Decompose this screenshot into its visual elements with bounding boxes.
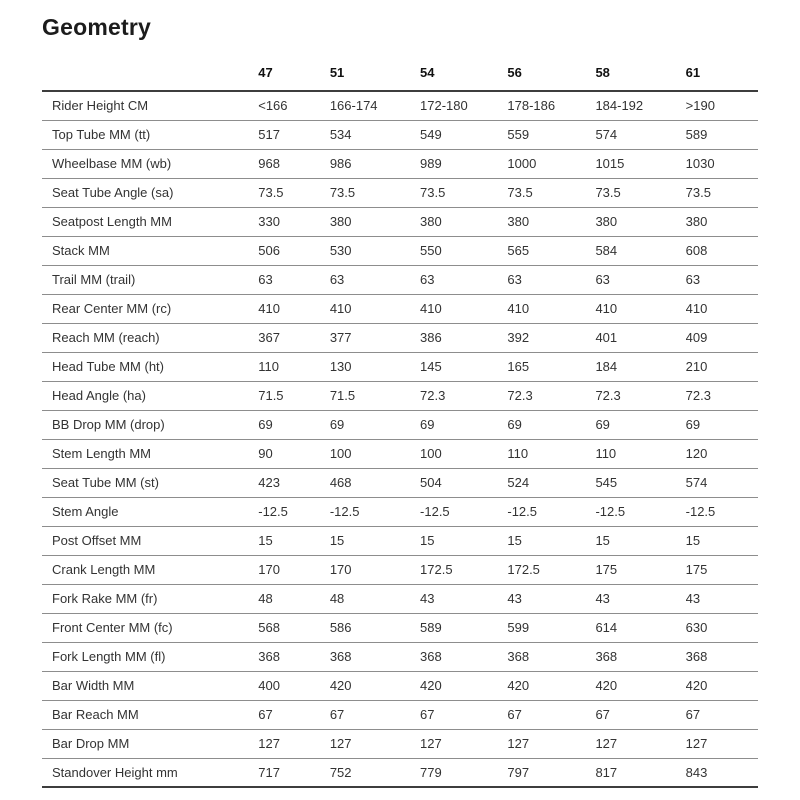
spec-value: 43: [685, 591, 701, 606]
spec-value: 517: [258, 127, 280, 142]
spec-label: Crank Length MM: [52, 562, 156, 577]
spec-label: Bar Width MM: [52, 678, 135, 693]
size-column-header: 51: [329, 65, 345, 80]
spec-value: 127: [685, 736, 708, 751]
spec-value: 420: [329, 678, 352, 693]
spec-value: 90: [258, 446, 273, 461]
spec-row: [42, 149, 758, 178]
spec-value: 377: [329, 330, 352, 345]
size-header-row: [42, 61, 758, 91]
spec-row: [42, 584, 758, 613]
spec-value: 989: [420, 156, 442, 171]
spec-value: -12.5: [595, 504, 626, 519]
spec-value: -12.5: [685, 504, 716, 519]
spec-value: 69: [595, 417, 610, 432]
spec-value: 409: [685, 330, 708, 345]
spec-label: Reach MM (reach): [52, 330, 160, 345]
spec-value: 589: [420, 620, 442, 635]
spec-value: 574: [685, 475, 708, 490]
spec-value: 568: [258, 620, 280, 635]
spec-value: 410: [595, 301, 618, 316]
spec-label: Front Center MM (fc): [52, 620, 173, 635]
spec-value: 120: [685, 446, 708, 461]
spec-value: 127: [595, 736, 618, 751]
spec-value: 368: [685, 649, 708, 664]
spec-value: 63: [685, 272, 701, 287]
spec-value: 423: [258, 475, 280, 490]
spec-value: 71.5: [258, 388, 284, 403]
spec-value: 69: [420, 417, 435, 432]
spec-value: 565: [507, 243, 530, 258]
spec-row: [42, 758, 758, 787]
spec-value: 72.3: [507, 388, 533, 403]
spec-label: Wheelbase MM (wb): [52, 156, 172, 171]
spec-label: Bar Reach MM: [52, 707, 139, 722]
spec-label: Stem Angle: [52, 504, 119, 519]
spec-value: 368: [420, 649, 442, 664]
spec-value: 127: [507, 736, 530, 751]
spec-row: [42, 700, 758, 729]
spec-value: 15: [595, 533, 610, 548]
spec-value: 368: [595, 649, 618, 664]
spec-value: 63: [329, 272, 345, 287]
spec-row: [42, 439, 758, 468]
spec-row: [42, 613, 758, 642]
spec-value: 410: [507, 301, 530, 316]
spec-value: 48: [329, 591, 345, 606]
size-column-header: 61: [685, 65, 701, 80]
spec-row: [42, 323, 758, 352]
spec-value: 110: [595, 446, 617, 461]
spec-value: 172.5: [420, 562, 453, 577]
spec-value: 586: [329, 620, 352, 635]
spec-value: 67: [329, 707, 345, 722]
spec-row: [42, 207, 758, 236]
spec-value: 584: [595, 243, 618, 258]
spec-value: 67: [507, 707, 522, 722]
spec-value: 380: [685, 214, 708, 229]
spec-label: Fork Length MM (fl): [52, 649, 166, 664]
size-column-header: 54: [420, 65, 435, 80]
spec-label: Seat Tube MM (st): [52, 475, 159, 490]
spec-value: 184: [595, 359, 618, 374]
spec-value: 15: [258, 533, 273, 548]
spec-value: 15: [685, 533, 701, 548]
spec-value: 73.5: [507, 185, 533, 200]
spec-value: -12.5: [258, 504, 288, 519]
spec-value: 410: [329, 301, 352, 316]
spec-value: 1015: [595, 156, 625, 171]
spec-value: 530: [329, 243, 352, 258]
spec-row: [42, 381, 758, 410]
spec-value: 779: [420, 764, 442, 780]
spec-value: 210: [685, 359, 708, 374]
spec-value: 401: [595, 330, 618, 345]
spec-value: 73.5: [420, 185, 446, 200]
spec-value: 100: [329, 446, 352, 461]
spec-row: [42, 294, 758, 323]
spec-value: 15: [420, 533, 435, 548]
spec-value: 15: [507, 533, 522, 548]
spec-value: 420: [507, 678, 530, 693]
spec-value: 170: [329, 562, 352, 577]
spec-value: 69: [685, 417, 701, 432]
spec-value: 127: [258, 736, 280, 751]
spec-value: 43: [507, 591, 522, 606]
spec-value: 608: [685, 243, 708, 258]
corner-cell: [42, 61, 258, 91]
spec-value: 130: [329, 359, 352, 374]
spec-label: Rider Height CM: [52, 98, 149, 114]
spec-value: 71.5: [329, 388, 356, 403]
spec-value: 63: [507, 272, 522, 287]
spec-label: Stem Length MM: [52, 446, 151, 461]
size-column-header: 47: [258, 65, 273, 80]
spec-value: -12.5: [329, 504, 360, 519]
spec-value: 524: [507, 475, 530, 490]
spec-value: 380: [595, 214, 618, 229]
spec-row: [42, 497, 758, 526]
spec-value: 48: [258, 591, 273, 606]
spec-value: 73.5: [595, 185, 621, 200]
spec-value: 368: [258, 649, 280, 664]
spec-value: 67: [595, 707, 610, 722]
spec-label: Rear Center MM (rc): [52, 301, 172, 316]
spec-value: 986: [329, 156, 352, 171]
spec-value: 614: [595, 620, 618, 635]
spec-value: 178-186: [507, 98, 556, 114]
spec-value: 127: [420, 736, 442, 751]
spec-value: 184-192: [595, 98, 644, 114]
spec-row: [42, 671, 758, 700]
size-column-header: 56: [507, 65, 522, 80]
spec-label: Bar Drop MM: [52, 736, 130, 751]
spec-value: 72.3: [595, 388, 621, 403]
spec-value: 172-180: [420, 98, 468, 114]
spec-value: 110: [258, 359, 279, 374]
spec-value: 73.5: [258, 185, 284, 200]
spec-value: 67: [685, 707, 701, 722]
spec-value: 410: [685, 301, 708, 316]
spec-value: 752: [329, 764, 352, 780]
spec-value: 506: [258, 243, 280, 258]
spec-value: 330: [258, 214, 280, 229]
spec-label: Head Angle (ha): [52, 388, 146, 403]
spec-value: 63: [258, 272, 273, 287]
spec-value: 175: [595, 562, 618, 577]
spec-value: 504: [420, 475, 442, 490]
spec-value: 410: [258, 301, 280, 316]
spec-value: 392: [507, 330, 530, 345]
geometry-table-body: [42, 91, 758, 787]
spec-value: 380: [329, 214, 352, 229]
spec-value: 468: [329, 475, 352, 490]
spec-value: 145: [420, 359, 442, 374]
spec-value: 380: [420, 214, 442, 229]
spec-value: 15: [329, 533, 345, 548]
spec-value: 175: [685, 562, 708, 577]
spec-value: 73.5: [329, 185, 356, 200]
spec-value: 166-174: [329, 98, 378, 114]
spec-row: [42, 729, 758, 758]
spec-row: [42, 468, 758, 497]
spec-row: [42, 352, 758, 381]
spec-value: 1000: [507, 156, 537, 171]
spec-row: [42, 526, 758, 555]
spec-value: 717: [258, 764, 280, 780]
spec-value: >190: [685, 98, 715, 114]
spec-value: 400: [258, 678, 280, 693]
spec-value: 69: [507, 417, 522, 432]
spec-value: 69: [329, 417, 345, 432]
spec-value: 72.3: [420, 388, 446, 403]
spec-value: 368: [507, 649, 530, 664]
spec-value: <166: [258, 98, 288, 114]
page-title: Geometry: [42, 14, 151, 40]
spec-value: -12.5: [507, 504, 538, 519]
spec-row: [42, 265, 758, 294]
spec-value: 420: [595, 678, 618, 693]
spec-label: Seatpost Length MM: [52, 214, 172, 229]
spec-label: Fork Rake MM (fr): [52, 591, 158, 606]
spec-label: Post Offset MM: [52, 533, 142, 548]
spec-value: 574: [595, 127, 618, 142]
spec-value: 69: [258, 417, 273, 432]
spec-value: 797: [507, 764, 530, 780]
spec-value: 43: [420, 591, 435, 606]
spec-value: 67: [420, 707, 435, 722]
spec-value: 367: [258, 330, 280, 345]
spec-row: [42, 178, 758, 207]
spec-value: 599: [507, 620, 530, 635]
spec-value: 73.5: [685, 185, 711, 200]
spec-value: 968: [258, 156, 280, 171]
spec-label: BB Drop MM (drop): [52, 417, 165, 432]
geometry-table: [42, 61, 758, 788]
spec-value: 127: [329, 736, 352, 751]
spec-label: Top Tube MM (tt): [52, 127, 151, 142]
spec-value: 170: [258, 562, 280, 577]
spec-value: 100: [420, 446, 442, 461]
spec-value: 368: [329, 649, 352, 664]
spec-value: 420: [420, 678, 442, 693]
spec-value: 550: [420, 243, 442, 258]
spec-row: [42, 555, 758, 584]
spec-value: 534: [329, 127, 352, 142]
spec-value: 386: [420, 330, 442, 345]
spec-value: 843: [685, 764, 708, 780]
spec-value: 545: [595, 475, 618, 490]
spec-value: 817: [595, 764, 618, 780]
spec-value: 172.5: [507, 562, 540, 577]
spec-value: 589: [685, 127, 708, 142]
spec-value: 559: [507, 127, 530, 142]
size-column-header: 58: [595, 65, 610, 80]
spec-label: Seat Tube Angle (sa): [52, 185, 174, 200]
spec-value: 63: [420, 272, 435, 287]
spec-value: -12.5: [420, 504, 450, 519]
spec-label: Head Tube MM (ht): [52, 359, 164, 374]
spec-row: [42, 642, 758, 671]
spec-row: [42, 91, 758, 120]
spec-value: 630: [685, 620, 708, 635]
spec-value: 380: [507, 214, 530, 229]
spec-value: 420: [685, 678, 708, 693]
spec-value: 1030: [685, 156, 715, 171]
spec-value: 63: [595, 272, 610, 287]
spec-value: 410: [420, 301, 442, 316]
spec-value: 549: [420, 127, 442, 142]
spec-row: [42, 120, 758, 149]
spec-value: 43: [595, 591, 610, 606]
spec-row: [42, 236, 758, 265]
spec-value: 165: [507, 359, 530, 374]
spec-label: Stack MM: [52, 243, 110, 258]
spec-value: 110: [507, 446, 529, 461]
spec-row: [42, 410, 758, 439]
spec-label: Standover Height mm: [52, 764, 178, 780]
spec-value: 67: [258, 707, 273, 722]
spec-label: Trail MM (trail): [52, 272, 136, 287]
spec-value: 72.3: [685, 388, 711, 403]
